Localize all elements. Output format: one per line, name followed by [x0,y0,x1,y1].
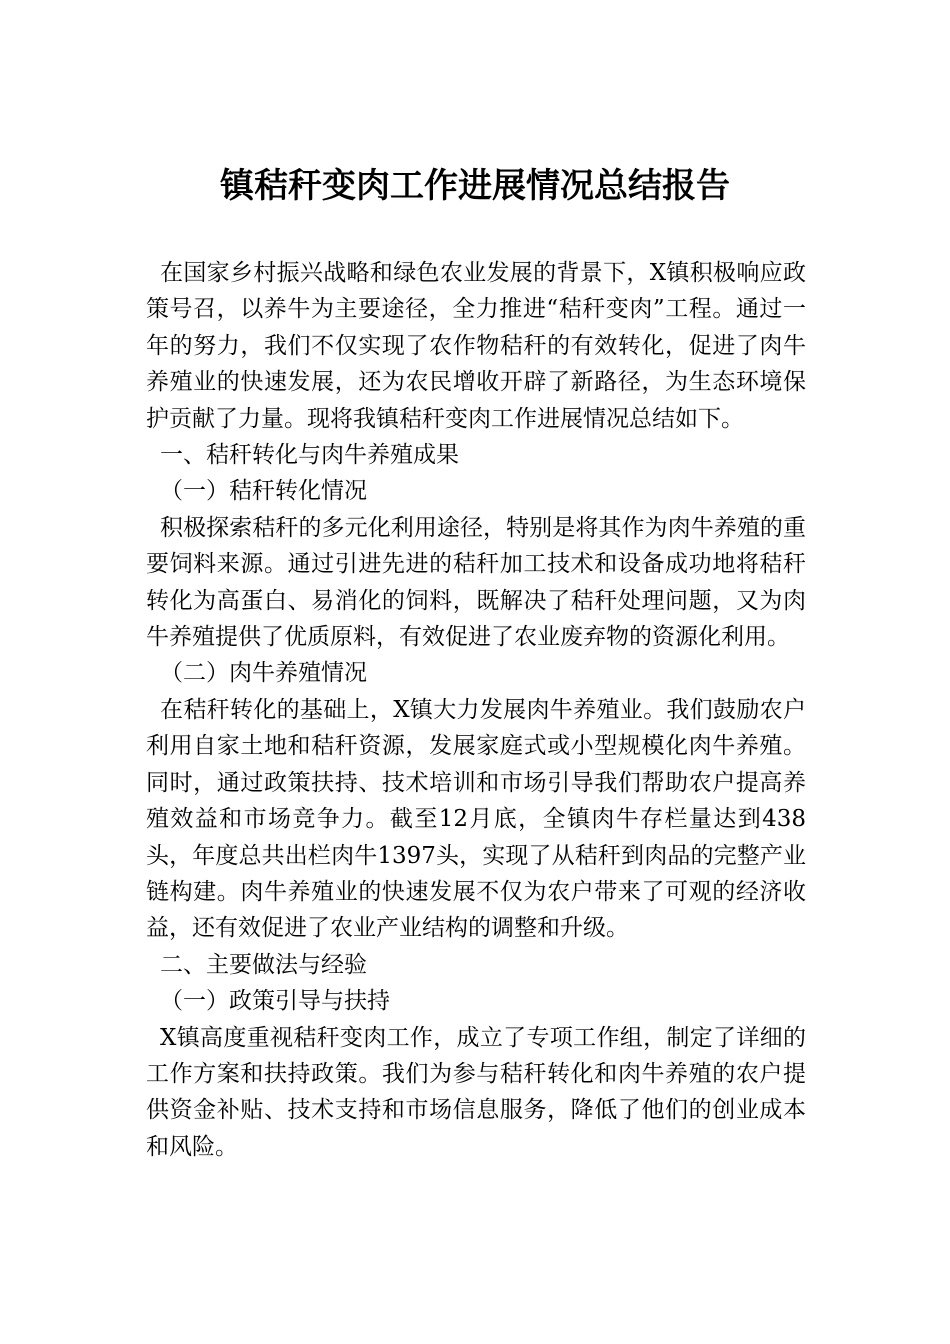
subsection-paragraph-2-1: X镇高度重视秸秆变肉工作，成立了专项工作组，制定了详细的工作方案和扶持政策。我们为参与秸秆转化和肉牛养殖的农户提供资金补贴、技术支持和市场信息服务，降低了他们的创业成本和风险。 [146,1024,806,1160]
subsection-heading-1-1: （一）秸秆转化情况 [160,478,367,505]
subsection-heading-2-1: （一）政策引导与扶持 [160,988,390,1015]
section-heading-1: 一、秸秆转化与肉牛养殖成果 [160,442,459,469]
intro-paragraph: 在国家乡村振兴战略和绿色农业发展的背景下，X镇积极响应政策号召，以养牛为主要途径，全力推进“秸秆变肉”工程。通过一年的努力，我们不仅实现了农作物秸秆的有效转化，促进了肉牛养殖业的快速发展，还为农民增收开辟了新路径，为生态环境保护贡献了力量。现将我镇秸秆变肉工作进展情况总结如下。 [146,260,806,432]
subsection-paragraph-1-2: 在秸秆转化的基础上，X镇大力发展肉牛养殖业。我们鼓励农户利用自家土地和秸秆资源，发展家庭式或小型规模化肉牛养殖。同时，通过政策扶持、技术培训和市场引导我们帮助农户提高养殖效益和市场竞争力。截至12月底，全镇肉牛存栏量达到438头，年度总共出栏肉牛1397头，实现了从秸秆到肉品的完整产业链构建。肉牛养殖业的快速发展不仅为农户带来了可观的经济收益，还有效促进了农业产业结构的调整和升级。 [146,696,806,942]
section-heading-2: 二、主要做法与经验 [160,951,367,978]
subsection-heading-1-2: （二）肉牛养殖情况 [160,660,367,687]
subsection-paragraph-1-1: 积极探索秸秆的多元化利用途径，特别是将其作为肉牛养殖的重要饲料来源。通过引进先进的秸秆加工技术和设备成功地将秸秆转化为高蛋白、易消化的饲料，既解决了秸秆处理问题，又为肉牛养殖提供了优质原料，有效促进了农业废弃物的资源化利用。 [146,514,806,651]
document-body [146,255,806,1165]
document-title: 镇秸秆变肉工作进展情况总结报告 [220,166,730,206]
